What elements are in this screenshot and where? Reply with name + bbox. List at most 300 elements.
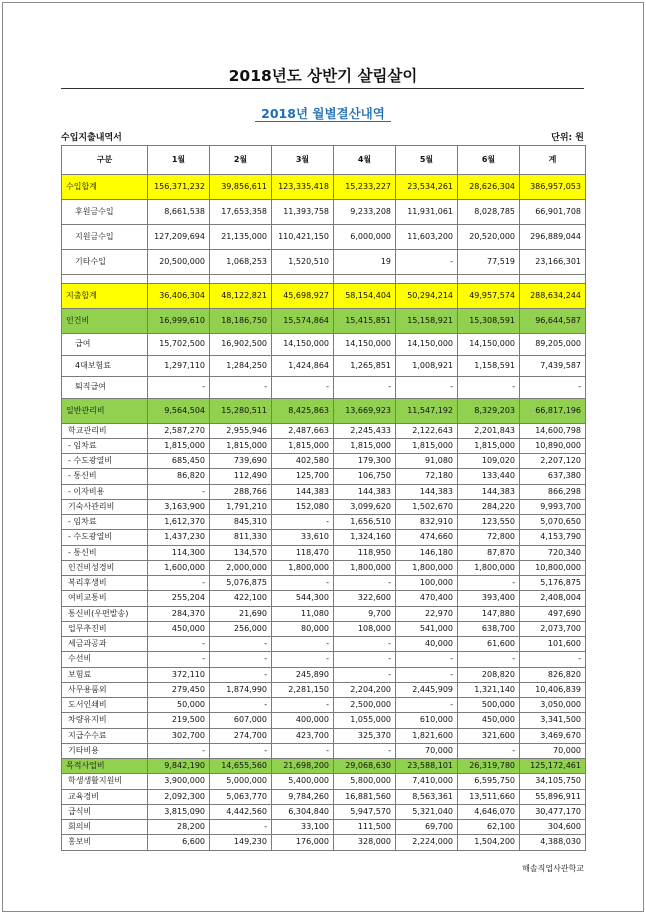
- month-value-cell: 685,450: [148, 454, 210, 469]
- month-value-cell: 1,815,000: [334, 438, 396, 453]
- month-value-cell: 40,000: [396, 637, 458, 652]
- month-value-cell: -: [396, 667, 458, 682]
- row-total-cell: 14,600,798: [520, 423, 586, 438]
- month-value-cell: -: [210, 743, 272, 758]
- month-value-cell: 15,280,511: [210, 398, 272, 423]
- month-value-cell: 125,700: [272, 469, 334, 484]
- row-label: 급식비: [62, 804, 148, 819]
- month-value-cell: 5,947,570: [334, 804, 396, 819]
- month-value-cell: -: [272, 377, 334, 399]
- table-row: [62, 284, 586, 309]
- table-row: [62, 576, 586, 591]
- month-value-cell: 15,702,500: [148, 334, 210, 356]
- month-value-cell: 1,504,200: [458, 835, 520, 850]
- row-total-cell: 70,000: [520, 743, 586, 758]
- row-label: - 수도광열비: [62, 530, 148, 545]
- month-value-cell: -: [148, 637, 210, 652]
- month-value-cell: 1,008,921: [396, 355, 458, 377]
- row-label: 세금과공과: [62, 637, 148, 652]
- month-value-cell: 1,424,864: [272, 355, 334, 377]
- month-value-cell: -: [148, 576, 210, 591]
- month-value-cell: 1,284,250: [210, 355, 272, 377]
- month-value-cell: 114,300: [148, 545, 210, 560]
- table-row: [62, 789, 586, 804]
- month-value-cell: 14,655,560: [210, 759, 272, 774]
- month-value-cell: [458, 275, 520, 284]
- month-value-cell: 100,000: [396, 576, 458, 591]
- month-value-cell: 112,490: [210, 469, 272, 484]
- month-value-cell: 8,661,538: [148, 200, 210, 225]
- month-value-cell: 21,135,000: [210, 225, 272, 250]
- month-value-cell: 5,000,000: [210, 774, 272, 789]
- month-value-cell: -: [148, 377, 210, 399]
- row-label: 여비교통비: [62, 591, 148, 606]
- row-total-cell: 3,341,500: [520, 713, 586, 728]
- row-total-cell: 23,166,301: [520, 250, 586, 275]
- month-value-cell: 450,000: [148, 621, 210, 636]
- month-value-cell: 4,646,070: [458, 804, 520, 819]
- row-total-cell: 10,800,000: [520, 560, 586, 575]
- table-row: [62, 175, 586, 200]
- month-value-cell: 70,000: [396, 743, 458, 758]
- month-value-cell: 61,600: [458, 637, 520, 652]
- month-value-cell: 133,440: [458, 469, 520, 484]
- row-label: 인건비: [62, 309, 148, 334]
- table-header-row: [62, 146, 586, 175]
- month-value-cell: 6,304,840: [272, 804, 334, 819]
- header-total: 계: [520, 146, 586, 175]
- row-label: 인건비성경비: [62, 560, 148, 575]
- row-total-cell: 288,634,244: [520, 284, 586, 309]
- row-total-cell: 10,890,000: [520, 438, 586, 453]
- month-value-cell: 3,163,900: [148, 499, 210, 514]
- table-row: [62, 652, 586, 667]
- month-value-cell: 7,410,000: [396, 774, 458, 789]
- row-label: 홍보비: [62, 835, 148, 850]
- month-value-cell: 208,820: [458, 667, 520, 682]
- month-value-cell: 16,999,610: [148, 309, 210, 334]
- month-value-cell: 1,815,000: [148, 438, 210, 453]
- row-total-cell: [520, 275, 586, 284]
- month-value-cell: 2,204,200: [334, 682, 396, 697]
- month-value-cell: 325,370: [334, 728, 396, 743]
- month-value-cell: 149,230: [210, 835, 272, 850]
- month-value-cell: 1,158,591: [458, 355, 520, 377]
- table-row: [62, 682, 586, 697]
- month-value-cell: 544,300: [272, 591, 334, 606]
- month-value-cell: 832,910: [396, 515, 458, 530]
- month-value-cell: 5,800,000: [334, 774, 396, 789]
- document-label: 수입지출내역서: [61, 133, 122, 143]
- month-value-cell: 15,574,864: [272, 309, 334, 334]
- row-total-cell: 296,889,044: [520, 225, 586, 250]
- month-value-cell: -: [272, 652, 334, 667]
- month-value-cell: 21,698,200: [272, 759, 334, 774]
- month-value-cell: 19: [334, 250, 396, 275]
- month-value-cell: 77,519: [458, 250, 520, 275]
- row-total-cell: 386,957,053: [520, 175, 586, 200]
- month-value-cell: 322,600: [334, 591, 396, 606]
- month-value-cell: 638,700: [458, 621, 520, 636]
- month-value-cell: -: [458, 576, 520, 591]
- month-value-cell: 1,800,000: [458, 560, 520, 575]
- month-value-cell: 219,500: [148, 713, 210, 728]
- row-total-cell: 96,644,587: [520, 309, 586, 334]
- row-label: 복리후생비: [62, 576, 148, 591]
- row-label: 지급수수료: [62, 728, 148, 743]
- month-value-cell: 1,800,000: [272, 560, 334, 575]
- row-label: 후원금수입: [62, 200, 148, 225]
- row-total-cell: 4,388,030: [520, 835, 586, 850]
- row-label: 회의비: [62, 820, 148, 835]
- month-value-cell: -: [272, 576, 334, 591]
- row-label: 수선비: [62, 652, 148, 667]
- table-row: [62, 835, 586, 850]
- month-value-cell: 123,550: [458, 515, 520, 530]
- row-total-cell: 30,477,170: [520, 804, 586, 819]
- month-value-cell: 1,600,000: [148, 560, 210, 575]
- table-row: [62, 334, 586, 356]
- month-value-cell: 109,020: [458, 454, 520, 469]
- table-row: [62, 530, 586, 545]
- month-value-cell: [334, 275, 396, 284]
- header-category: 구분: [62, 146, 148, 175]
- month-value-cell: 2,487,663: [272, 423, 334, 438]
- row-label: 기타비용: [62, 743, 148, 758]
- table-row: [62, 667, 586, 682]
- month-value-cell: 13,511,660: [458, 789, 520, 804]
- month-value-cell: 2,955,946: [210, 423, 272, 438]
- month-value-cell: 541,000: [396, 621, 458, 636]
- row-label: 교육경비: [62, 789, 148, 804]
- table-row: [62, 454, 586, 469]
- row-label: [62, 275, 148, 284]
- month-value-cell: 8,425,863: [272, 398, 334, 423]
- month-value-cell: -: [272, 515, 334, 530]
- row-total-cell: 89,205,000: [520, 334, 586, 356]
- row-total-cell: 55,896,911: [520, 789, 586, 804]
- month-value-cell: 50,294,214: [396, 284, 458, 309]
- row-label: - 이자비용: [62, 484, 148, 499]
- month-value-cell: 328,000: [334, 835, 396, 850]
- month-value-cell: 49,957,574: [458, 284, 520, 309]
- month-value-cell: 739,690: [210, 454, 272, 469]
- month-value-cell: -: [334, 743, 396, 758]
- header-apr: 4월: [334, 146, 396, 175]
- month-value-cell: -: [396, 698, 458, 713]
- title-underline: [61, 88, 584, 89]
- month-value-cell: 156,371,232: [148, 175, 210, 200]
- month-value-cell: 13,669,923: [334, 398, 396, 423]
- subtitle-underline: [255, 121, 391, 122]
- month-value-cell: 372,110: [148, 667, 210, 682]
- month-value-cell: 4,442,560: [210, 804, 272, 819]
- month-value-cell: 2,445,909: [396, 682, 458, 697]
- month-value-cell: 9,564,504: [148, 398, 210, 423]
- row-label: - 통신비: [62, 545, 148, 560]
- month-value-cell: 15,415,851: [334, 309, 396, 334]
- table-spacer-row: [62, 275, 586, 284]
- month-value-cell: 106,750: [334, 469, 396, 484]
- row-total-cell: -: [520, 652, 586, 667]
- month-value-cell: 8,028,785: [458, 200, 520, 225]
- month-value-cell: 284,370: [148, 606, 210, 621]
- row-label: 차량유지비: [62, 713, 148, 728]
- month-value-cell: -: [148, 484, 210, 499]
- table-row: [62, 743, 586, 758]
- table-row: [62, 438, 586, 453]
- table-row: [62, 713, 586, 728]
- month-value-cell: 5,076,875: [210, 576, 272, 591]
- month-value-cell: -: [148, 652, 210, 667]
- row-label: 학교관리비: [62, 423, 148, 438]
- row-total-cell: 66,901,708: [520, 200, 586, 225]
- table-row: [62, 200, 586, 225]
- month-value-cell: 134,570: [210, 545, 272, 560]
- month-value-cell: 1,815,000: [210, 438, 272, 453]
- month-value-cell: 5,321,040: [396, 804, 458, 819]
- month-value-cell: 179,300: [334, 454, 396, 469]
- month-value-cell: 5,063,770: [210, 789, 272, 804]
- row-total-cell: 4,153,790: [520, 530, 586, 545]
- month-value-cell: 284,220: [458, 499, 520, 514]
- table-row: [62, 804, 586, 819]
- month-value-cell: 279,450: [148, 682, 210, 697]
- row-label: 퇴직급여: [62, 377, 148, 399]
- month-value-cell: 1,800,000: [396, 560, 458, 575]
- month-value-cell: 470,400: [396, 591, 458, 606]
- month-value-cell: 144,383: [458, 484, 520, 499]
- month-value-cell: 1,520,510: [272, 250, 334, 275]
- month-value-cell: 607,000: [210, 713, 272, 728]
- table-row: [62, 309, 586, 334]
- month-value-cell: -: [272, 743, 334, 758]
- table-row: [62, 698, 586, 713]
- month-value-cell: 23,588,101: [396, 759, 458, 774]
- month-value-cell: 402,580: [272, 454, 334, 469]
- page-subtitle: 2018년 월별결산내역: [261, 106, 385, 121]
- row-label: - 임차료: [62, 438, 148, 453]
- row-total-cell: 2,207,120: [520, 454, 586, 469]
- month-value-cell: 176,000: [272, 835, 334, 850]
- month-value-cell: 5,400,000: [272, 774, 334, 789]
- header-mar: 3월: [272, 146, 334, 175]
- month-value-cell: 1,612,370: [148, 515, 210, 530]
- month-value-cell: 6,000,000: [334, 225, 396, 250]
- month-value-cell: 1,265,851: [334, 355, 396, 377]
- row-total-cell: 2,408,004: [520, 591, 586, 606]
- month-value-cell: 20,500,000: [148, 250, 210, 275]
- monthly-settlement-table: [61, 145, 586, 851]
- page-title: 2018년도 상반기 살림살이: [228, 67, 418, 85]
- table-row: [62, 469, 586, 484]
- month-value-cell: 11,393,758: [272, 200, 334, 225]
- table-row: [62, 606, 586, 621]
- table-row: [62, 728, 586, 743]
- row-total-cell: 66,817,196: [520, 398, 586, 423]
- month-value-cell: 108,000: [334, 621, 396, 636]
- month-value-cell: 1,800,000: [334, 560, 396, 575]
- table-row: [62, 250, 586, 275]
- row-label: 보험료: [62, 667, 148, 682]
- table-row: [62, 484, 586, 499]
- row-label: - 수도광열비: [62, 454, 148, 469]
- month-value-cell: -: [334, 377, 396, 399]
- month-value-cell: 45,698,927: [272, 284, 334, 309]
- month-value-cell: 111,500: [334, 820, 396, 835]
- month-value-cell: 69,700: [396, 820, 458, 835]
- month-value-cell: 321,600: [458, 728, 520, 743]
- month-value-cell: 33,100: [272, 820, 334, 835]
- month-value-cell: 28,626,304: [458, 175, 520, 200]
- month-value-cell: 15,233,227: [334, 175, 396, 200]
- table-row: [62, 774, 586, 789]
- month-value-cell: 87,870: [458, 545, 520, 560]
- row-total-cell: 3,050,000: [520, 698, 586, 713]
- month-value-cell: 39,856,611: [210, 175, 272, 200]
- month-value-cell: 15,308,591: [458, 309, 520, 334]
- row-total-cell: 5,070,650: [520, 515, 586, 530]
- month-value-cell: 15,158,921: [396, 309, 458, 334]
- month-value-cell: 6,595,750: [458, 774, 520, 789]
- table-row: [62, 515, 586, 530]
- month-value-cell: 11,547,192: [396, 398, 458, 423]
- row-total-cell: 9,993,700: [520, 499, 586, 514]
- month-value-cell: -: [334, 667, 396, 682]
- month-value-cell: -: [396, 377, 458, 399]
- month-value-cell: 50,000: [148, 698, 210, 713]
- month-value-cell: 1,324,160: [334, 530, 396, 545]
- month-value-cell: 9,842,190: [148, 759, 210, 774]
- month-value-cell: 9,233,208: [334, 200, 396, 225]
- table-row: [62, 820, 586, 835]
- month-value-cell: 29,068,630: [334, 759, 396, 774]
- row-label: 목적사업비: [62, 759, 148, 774]
- row-label: 학생생활지원비: [62, 774, 148, 789]
- row-total-cell: 2,073,700: [520, 621, 586, 636]
- month-value-cell: 20,520,000: [458, 225, 520, 250]
- month-value-cell: 423,700: [272, 728, 334, 743]
- header-may: 5월: [396, 146, 458, 175]
- month-value-cell: 72,800: [458, 530, 520, 545]
- month-value-cell: -: [458, 377, 520, 399]
- month-value-cell: 1,815,000: [396, 438, 458, 453]
- month-value-cell: 2,122,643: [396, 423, 458, 438]
- row-total-cell: 3,469,670: [520, 728, 586, 743]
- row-total-cell: 826,820: [520, 667, 586, 682]
- month-value-cell: -: [396, 652, 458, 667]
- month-value-cell: -: [458, 743, 520, 758]
- month-value-cell: 256,000: [210, 621, 272, 636]
- month-value-cell: 1,055,000: [334, 713, 396, 728]
- month-value-cell: 1,437,230: [148, 530, 210, 545]
- month-value-cell: 2,201,843: [458, 423, 520, 438]
- header-jan: 1월: [148, 146, 210, 175]
- month-value-cell: 811,330: [210, 530, 272, 545]
- row-label: - 임차료: [62, 515, 148, 530]
- month-value-cell: 91,080: [396, 454, 458, 469]
- row-total-cell: 866,298: [520, 484, 586, 499]
- month-value-cell: 21,690: [210, 606, 272, 621]
- month-value-cell: 245,890: [272, 667, 334, 682]
- month-value-cell: 9,700: [334, 606, 396, 621]
- row-label: 급여: [62, 334, 148, 356]
- table-row: [62, 621, 586, 636]
- row-total-cell: 125,172,461: [520, 759, 586, 774]
- row-label: 도서인쇄비: [62, 698, 148, 713]
- table-row: [62, 377, 586, 399]
- row-total-cell: 304,600: [520, 820, 586, 835]
- month-value-cell: 118,470: [272, 545, 334, 560]
- row-label: 4대보험료: [62, 355, 148, 377]
- month-value-cell: 144,383: [396, 484, 458, 499]
- row-label: 지원금수입: [62, 225, 148, 250]
- month-value-cell: 3,099,620: [334, 499, 396, 514]
- month-value-cell: 146,180: [396, 545, 458, 560]
- month-value-cell: 86,820: [148, 469, 210, 484]
- table-row: [62, 560, 586, 575]
- month-value-cell: 28,200: [148, 820, 210, 835]
- month-value-cell: 18,186,750: [210, 309, 272, 334]
- row-label: 업무추진비: [62, 621, 148, 636]
- month-value-cell: 2,281,150: [272, 682, 334, 697]
- table-row: [62, 398, 586, 423]
- month-value-cell: 14,150,000: [272, 334, 334, 356]
- row-label: 수입합계: [62, 175, 148, 200]
- month-value-cell: 400,000: [272, 713, 334, 728]
- month-value-cell: 22,970: [396, 606, 458, 621]
- table-row: [62, 545, 586, 560]
- month-value-cell: 845,310: [210, 515, 272, 530]
- month-value-cell: 610,000: [396, 713, 458, 728]
- month-value-cell: 147,880: [458, 606, 520, 621]
- month-value-cell: 3,900,000: [148, 774, 210, 789]
- month-value-cell: 274,700: [210, 728, 272, 743]
- month-value-cell: 14,150,000: [334, 334, 396, 356]
- month-value-cell: 500,000: [458, 698, 520, 713]
- month-value-cell: 2,245,433: [334, 423, 396, 438]
- month-value-cell: 127,209,694: [148, 225, 210, 250]
- row-label: 기숙사관리비: [62, 499, 148, 514]
- month-value-cell: 72,180: [396, 469, 458, 484]
- month-value-cell: 1,815,000: [458, 438, 520, 453]
- row-label: - 통신비: [62, 469, 148, 484]
- header-feb: 2월: [210, 146, 272, 175]
- month-value-cell: 8,329,203: [458, 398, 520, 423]
- month-value-cell: 123,335,418: [272, 175, 334, 200]
- month-value-cell: -: [210, 377, 272, 399]
- month-value-cell: 16,902,500: [210, 334, 272, 356]
- row-total-cell: 34,105,750: [520, 774, 586, 789]
- month-value-cell: 6,600: [148, 835, 210, 850]
- month-value-cell: 144,383: [272, 484, 334, 499]
- month-value-cell: [210, 275, 272, 284]
- row-label: 지출합계: [62, 284, 148, 309]
- month-value-cell: -: [210, 637, 272, 652]
- month-value-cell: 62,100: [458, 820, 520, 835]
- row-total-cell: 7,439,587: [520, 355, 586, 377]
- table-row: [62, 591, 586, 606]
- header-jun: 6월: [458, 146, 520, 175]
- month-value-cell: 2,224,000: [396, 835, 458, 850]
- month-value-cell: 36,406,304: [148, 284, 210, 309]
- month-value-cell: 58,154,404: [334, 284, 396, 309]
- month-value-cell: 422,100: [210, 591, 272, 606]
- table-row: [62, 759, 586, 774]
- month-value-cell: 1,297,110: [148, 355, 210, 377]
- table-row: [62, 355, 586, 377]
- month-value-cell: 118,950: [334, 545, 396, 560]
